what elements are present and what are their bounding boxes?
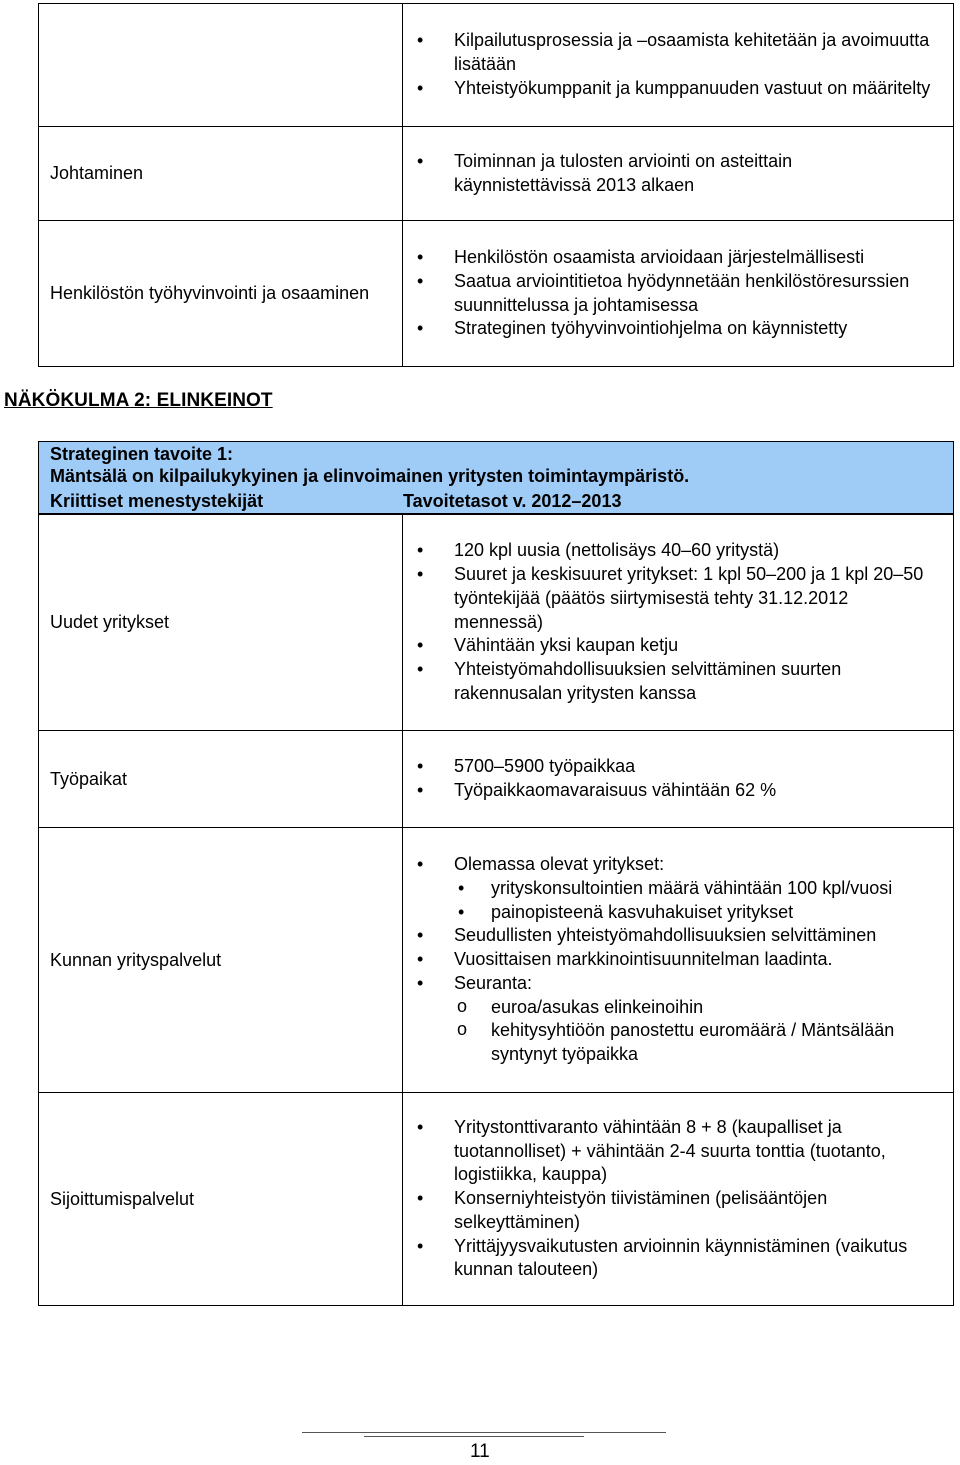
column-headers — [38, 488, 954, 514]
row-label — [39, 4, 403, 127]
sub-bullet-list — [454, 996, 933, 1067]
sub-bullet-list — [454, 877, 933, 925]
goal-title: Strateginen tavoite 1: — [50, 444, 234, 464]
footer-line — [364, 1436, 584, 1437]
list-item: • Yrittäjyysvaikutusten arvioinnin käynnistäminen (vaikutus kunnan talouteen) — [413, 1235, 933, 1283]
list-item: • Kilpailutusprosessia ja –osaamista kehitetään ja avoimuutta lisätään — [413, 29, 933, 77]
bullet-list — [413, 150, 933, 198]
column-header-success-factors: Kriittiset menestystekijät — [50, 491, 264, 511]
list-item: • 120 kpl uusia (nettolisäys 40–60 yritystä) — [413, 539, 933, 563]
list-item-text: Seuranta: — [454, 972, 533, 993]
sub-list-item: • painopisteenä kasvuhakuiset yritykset — [454, 901, 933, 925]
list-item — [413, 972, 933, 1067]
table-row — [39, 731, 954, 828]
strategic-goal-header — [38, 441, 954, 488]
sub-list-item: • yrityskonsultointien määrä vähintään 100 kpl/vuosi — [454, 877, 933, 901]
bullet-list — [413, 1116, 933, 1283]
table-row — [39, 515, 954, 731]
table-row — [39, 828, 954, 1093]
row-content — [403, 1093, 954, 1306]
row-label: Sijoittumispalvelut — [39, 1093, 403, 1306]
list-item: • Konserniyhteistyön tiivistäminen (pelisääntöjen selkeyttäminen) — [413, 1187, 933, 1235]
goal-text: Mäntsälä on kilpailukykyinen ja elinvoimainen yritysten toimintaympäristö. — [50, 466, 690, 486]
list-item: • Vuosittaisen markkinointisuunnitelman laadinta. — [413, 948, 933, 972]
row-content — [403, 4, 954, 127]
list-item-text: Olemassa olevat yritykset: — [454, 853, 665, 874]
list-item: • Vähintään yksi kaupan ketju — [413, 634, 933, 658]
table-row — [39, 1093, 954, 1306]
row-content — [403, 828, 954, 1093]
list-item: • Yhteistyökumppanit ja kumppanuuden vastuut on määritelty — [413, 77, 933, 101]
list-item: • Yritystonttivaranto vähintään 8 + 8 (kaupalliset ja tuotannolliset) + vähintään 2-4 suurta tonttia (tuotanto, logistiikka, kauppa) — [413, 1116, 933, 1187]
table-row — [39, 127, 954, 221]
page-number: 11 — [470, 1441, 490, 1462]
sub-list-item: o euroa/asukas elinkeinoihin — [454, 996, 933, 1020]
row-content — [403, 515, 954, 731]
list-item: • Seudullisten yhteistyömahdollisuuksien selvittäminen — [413, 924, 933, 948]
bullet-list — [413, 755, 933, 803]
row-label: Johtaminen — [39, 127, 403, 221]
bullet-list — [413, 539, 933, 706]
row-label: Uudet yritykset — [39, 515, 403, 731]
table-row — [39, 4, 954, 127]
section-heading: NÄKÖKULMA 2: ELINKEINOT — [4, 390, 273, 411]
bullet-list — [413, 853, 933, 1067]
table-top — [38, 3, 954, 367]
list-item — [413, 853, 933, 924]
row-label: Kunnan yrityspalvelut — [39, 828, 403, 1093]
list-item: • 5700–5900 työpaikkaa — [413, 755, 933, 779]
sub-list-item: o kehitysyhtiöön panostettu euromäärä / Mäntsälään syntynyt työpaikka — [454, 1019, 933, 1067]
table-row — [39, 221, 954, 367]
list-item: • Strateginen työhyvinvointiohjelma on käynnistetty — [413, 317, 933, 341]
row-content — [403, 221, 954, 367]
list-item: • Työpaikkaomavaraisuus vähintään 62 % — [413, 779, 933, 803]
list-item: • Suuret ja keskisuuret yritykset: 1 kpl 50–200 ja 1 kpl 20–50 työntekijää (päätös siirtymisestä tehty 31.12.2012 mennessä) — [413, 563, 933, 634]
list-item: • Saatua arviointitietoa hyödynnetään henkilöstöresurssien suunnittelussa ja johtamisessa — [413, 270, 933, 318]
bullet-list — [413, 246, 933, 341]
row-content — [403, 731, 954, 828]
row-label: Henkilöstön työhyvinvointi ja osaaminen — [39, 221, 403, 367]
footer-line — [302, 1432, 666, 1433]
list-item: • Yhteistyömahdollisuuksien selvittäminen suurten rakennusalan yritysten kanssa — [413, 658, 933, 706]
list-item: • Toiminnan ja tulosten arviointi on asteittain käynnistettävissä 2013 alkaen — [413, 150, 933, 198]
table-main — [38, 514, 954, 1306]
column-header-target-levels: Tavoitetasot v. 2012–2013 — [403, 491, 622, 511]
bullet-list — [413, 29, 933, 100]
list-item: • Henkilöstön osaamista arvioidaan järjestelmällisesti — [413, 246, 933, 270]
row-label: Työpaikat — [39, 731, 403, 828]
row-content — [403, 127, 954, 221]
